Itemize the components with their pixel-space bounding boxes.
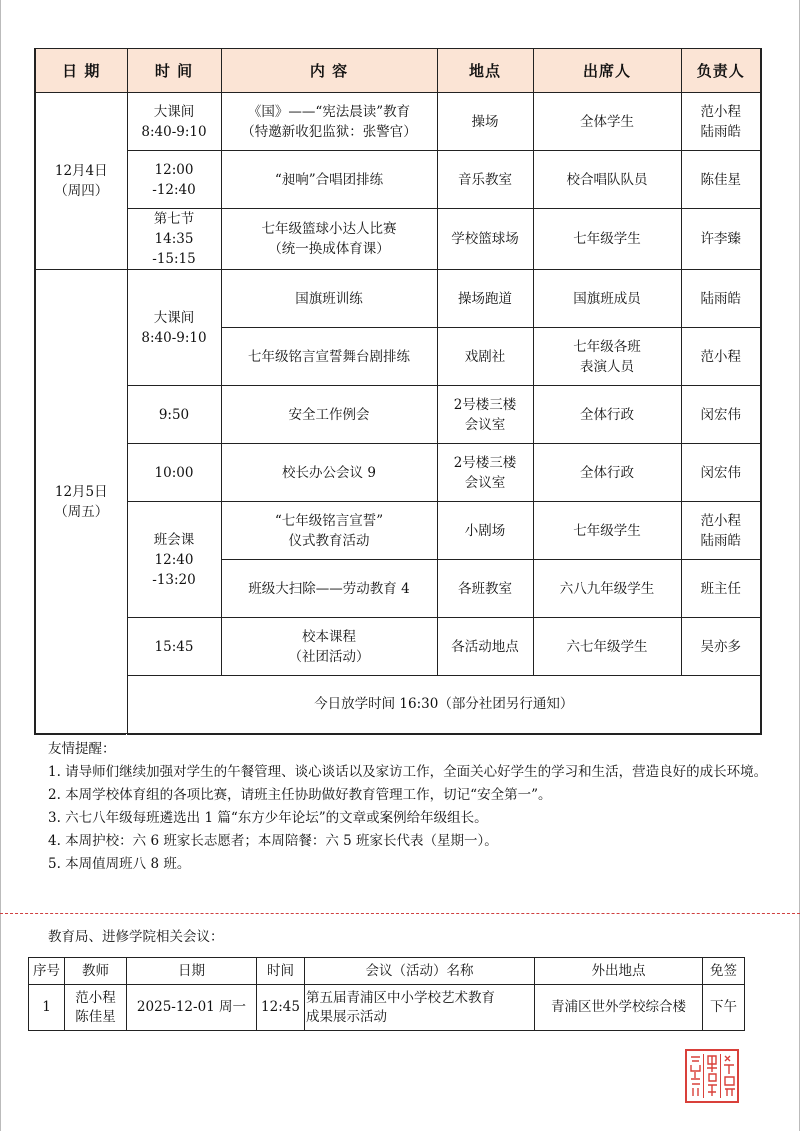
- content-cell: 校长办公会议 9: [221, 444, 437, 502]
- table-bottom-edge: [34, 733, 126, 735]
- weekly-schedule-table: [34, 48, 762, 735]
- attendees-cell: 全体行政: [533, 386, 681, 444]
- owner-cell: 班主任: [681, 560, 761, 618]
- reminders-title: 友情提醒：: [48, 741, 116, 757]
- date-cell: 12月5日 （周五）: [35, 270, 127, 734]
- attendees-cell: 六七年级学生: [533, 618, 681, 676]
- header-date: 日期: [127, 958, 257, 985]
- table-row: [35, 618, 761, 676]
- table-row: [29, 985, 745, 1031]
- place-cell: 音乐教室: [437, 151, 533, 209]
- place-cell: 各活动地点: [437, 618, 533, 676]
- header-meeting-name: 会议（活动）名称: [305, 958, 535, 985]
- location-cell: 青浦区世外学校综合楼: [535, 985, 703, 1031]
- time-cell: 15:45: [127, 618, 221, 676]
- attendees-cell: 全体学生: [533, 93, 681, 151]
- header-teacher: 教师: [65, 958, 127, 985]
- time-cell: 12:00 -12:40: [127, 151, 221, 209]
- table-row: [35, 151, 761, 209]
- owner-cell: 范小程: [681, 328, 761, 386]
- header-location: 外出地点: [535, 958, 703, 985]
- table-row: [35, 93, 761, 151]
- meetings-table: [28, 957, 745, 1031]
- time-cell: 大课间 8:40-9:10: [127, 93, 221, 151]
- owner-cell: 吴亦多: [681, 618, 761, 676]
- reminder-item: 5. 本周值周班八 8 班。: [48, 856, 191, 872]
- header-attendees: 出席人: [533, 49, 681, 93]
- table-row: [35, 444, 761, 502]
- attendees-cell: 六八九年级学生: [533, 560, 681, 618]
- reminder-item: 3. 六七八年级每班遴选出 1 篇“东方少年论坛”的文章或案例给年级组长。: [48, 810, 488, 826]
- owner-cell: 许李臻: [681, 209, 761, 270]
- header-time: 时间: [257, 958, 305, 985]
- content-cell: 班级大扫除——劳动教育 4: [221, 560, 437, 618]
- place-cell: 2号楼三楼 会议室: [437, 444, 533, 502]
- time-cell: 第七节 14:35 -15:15: [127, 209, 221, 270]
- page-left-border: [0, 0, 1, 1131]
- table-row: [35, 209, 761, 270]
- content-cell: 国旗班训练: [221, 270, 437, 328]
- place-cell: 操场跑道: [437, 270, 533, 328]
- table-row: [35, 386, 761, 444]
- attendees-cell: 七年级学生: [533, 502, 681, 560]
- attendees-cell: 七年级各班 表演人员: [533, 328, 681, 386]
- table-row: [35, 676, 761, 734]
- section-divider: [0, 913, 800, 914]
- content-cell: 七年级篮球小达人比赛 （统一换成体育课）: [221, 209, 437, 270]
- owner-cell: 范小程 陆雨皓: [681, 93, 761, 151]
- date-cell: 12月4日 （周四）: [35, 93, 127, 270]
- header-owner: 负责人: [681, 49, 761, 93]
- content-cell: 《国》——“宪法晨读”教育 （特邀新收犯监狱：张警官）: [221, 93, 437, 151]
- content-cell: 安全工作例会: [221, 386, 437, 444]
- attendees-cell: 校合唱队队员: [533, 151, 681, 209]
- time-cell: 9:50: [127, 386, 221, 444]
- header-time: 时 间: [127, 49, 221, 93]
- reminder-item: 2. 本周学校体育组的各项比赛，请班主任协助做好教育管理工作，切记“安全第一”。: [48, 787, 552, 803]
- content-cell: “七年级铭言宣誓” 仪式教育活动: [221, 502, 437, 560]
- table-row: [35, 502, 761, 560]
- attendees-cell: 七年级学生: [533, 209, 681, 270]
- header-no: 序号: [29, 958, 65, 985]
- header-place: 地点: [437, 49, 533, 93]
- meetings-title: 教育局、进修学院相关会议：: [48, 929, 224, 945]
- place-cell: 学校篮球场: [437, 209, 533, 270]
- exempt-cell: 下午: [703, 985, 745, 1031]
- school-seal-icon: [684, 1048, 740, 1104]
- owner-cell: 闵宏伟: [681, 386, 761, 444]
- time-cell: 班会课 12:40 -13:20: [127, 502, 221, 618]
- reminders: [48, 738, 768, 876]
- reminder-item: 1. 请导师们继续加强对学生的午餐管理、谈心谈话以及家访工作，全面关心好学生的学习和生活，营造良好的成长环境。: [48, 764, 768, 780]
- time-cell: 大课间 8:40-9:10: [127, 270, 221, 386]
- date-cell: 2025-12-01 周一: [127, 985, 257, 1031]
- header-exempt: 免签: [703, 958, 745, 985]
- header-date: 日 期: [35, 49, 127, 93]
- schedule-header-row: [35, 49, 761, 93]
- place-cell: 操场: [437, 93, 533, 151]
- owner-cell: 陆雨皓: [681, 270, 761, 328]
- content-cell: 校本课程 （社团活动）: [221, 618, 437, 676]
- meeting-name-cell: 第五届青浦区中小学校艺术教育 成果展示活动: [305, 985, 535, 1031]
- attendees-cell: 国旗班成员: [533, 270, 681, 328]
- teacher-cell: 范小程 陈佳星: [65, 985, 127, 1031]
- owner-cell: 陈佳星: [681, 151, 761, 209]
- attendees-cell: 全体行政: [533, 444, 681, 502]
- content-cell: 七年级铭言宣誓舞台剧排练: [221, 328, 437, 386]
- time-cell: 10:00: [127, 444, 221, 502]
- place-cell: 戏剧社: [437, 328, 533, 386]
- place-cell: 小剧场: [437, 502, 533, 560]
- owner-cell: 闵宏伟: [681, 444, 761, 502]
- meetings-header-row: [29, 958, 745, 985]
- reminder-item: 4. 本周护校：六 6 班家长志愿者；本周陪餐：六 5 班家长代表（星期一）。: [48, 833, 498, 849]
- content-cell: “昶响”合唱团排练: [221, 151, 437, 209]
- owner-cell: 范小程 陆雨皓: [681, 502, 761, 560]
- place-cell: 2号楼三楼 会议室: [437, 386, 533, 444]
- time-cell: 12:45: [257, 985, 305, 1031]
- no-cell: 1: [29, 985, 65, 1031]
- dismissal-note: 今日放学时间 16:30（部分社团另行通知）: [127, 676, 761, 734]
- table-row: [35, 270, 761, 328]
- header-content: 内 容: [221, 49, 437, 93]
- place-cell: 各班教室: [437, 560, 533, 618]
